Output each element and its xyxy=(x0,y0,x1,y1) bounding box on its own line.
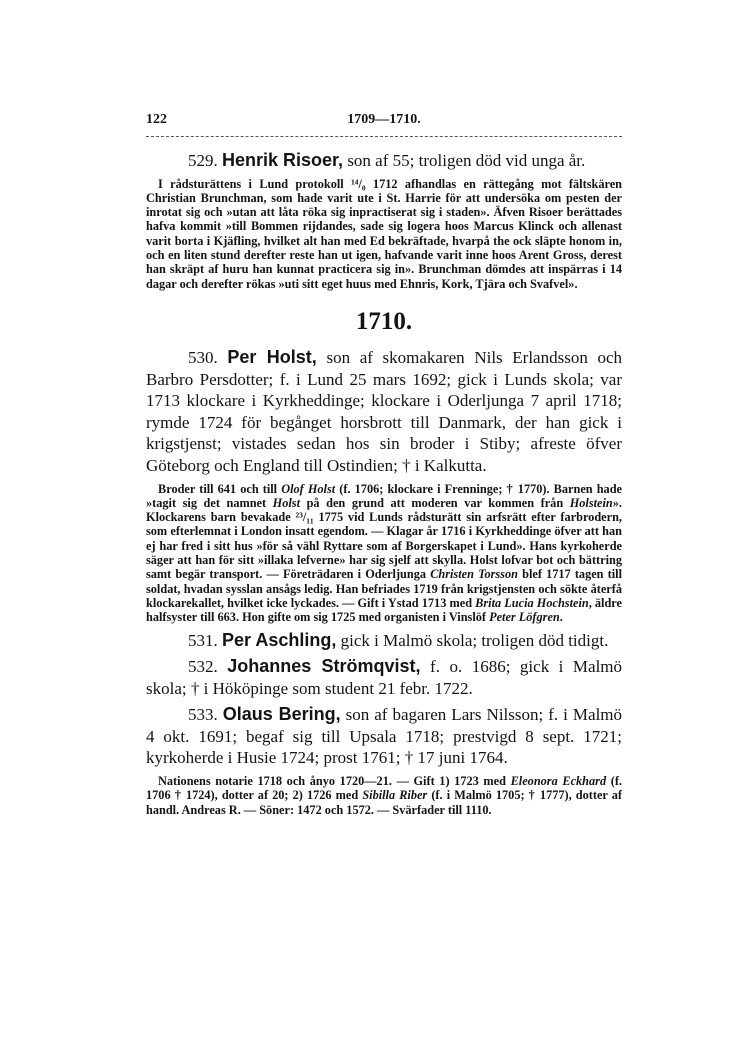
entry-text: son af 55; troligen död vid unga år. xyxy=(347,151,586,170)
entry-name: Olaus Bering, xyxy=(222,704,341,725)
entry-name: Per Holst, xyxy=(227,346,317,367)
entry-name: Per Aschling, xyxy=(222,629,337,650)
year-heading: 1710. xyxy=(355,307,413,335)
entry-533 xyxy=(146,704,622,769)
entry-text: f. o. 1686; gick i Malmö skola; † i Hököpinge som student 21 febr. 1722. xyxy=(146,657,623,698)
entry-number: 533. xyxy=(188,705,218,725)
entry-532 xyxy=(146,656,622,699)
entry-text: gick i Malmö skola; troligen död tidigt. xyxy=(340,630,609,650)
page-body xyxy=(146,150,622,817)
entry-533-note: Nationens notarie 1718 och ånyo 1720—21. — Gift 1) 1723 med Eleonora Eckhard (f. 1706 † 1724), dotter af 20; 2) 1726 med Sibilla Riber (f. i Malmö 1705; † 1777), dotter af handl. Andreas R. — Söner: 1472 och 1572. — Svärfader till 1110. xyxy=(146,774,623,817)
entry-text: son af bagaren Lars Nilsson; f. i Malmö 4 okt. 1691; begaf sig till Upsala 1718; prestvigd 8 sept. 1721; kyrkoherde i Husie 1724; prost 1761; † 17 juni 1764. xyxy=(146,705,623,768)
page-number: 122 xyxy=(146,112,167,127)
header-rule xyxy=(146,136,622,137)
entry-531 xyxy=(146,630,622,652)
entry-number: 532. xyxy=(188,657,218,677)
entry-530 xyxy=(146,347,622,477)
entry-number: 529. xyxy=(188,151,218,170)
running-head: 1709—1710. xyxy=(347,112,421,127)
page-header xyxy=(146,112,622,134)
entry-number: 530. xyxy=(188,347,218,367)
entry-name: Johannes Strömqvist, xyxy=(227,656,421,677)
entry-name: Henrik Risoer, xyxy=(222,150,344,170)
entry-text: son af skomakaren Nils Erlandsson och Barbro Persdotter; f. i Lund 25 mars 1692; gick i Lunds skola; var 1713 klockare i Kyrkheddinge; klockare i Oderljunga 7 april 1718; rymde 1724 för begånget horsbrott till Danmark, der han gick i krigstjenst; vistades sedan hos sin broder i Stiby; afreste öfver Göteborg och England till Ostindien; † i Kalkutta. xyxy=(146,347,623,475)
entry-529 xyxy=(146,150,622,172)
entry-529-note: I rådsturättens i Lund protokoll ¹⁴/₀ 1712 afhandlas en rättegång mot fältskären Christian Brunchman, som hade varit ute i St. Harrie för att undersöka om pesten der inrotat sig och »utan att låta röka sig inpractiserat sig i staden». Äfven Risoer berättades hafva kommit »till Bommen rijdandes, sade sig logera hoos Marcus Klinck och allenast varit borta i Kjäfling, hvilket alt han med Ed bekräftade, hvarpå the ock släpte honom in, och en liten stund derefter reste han ut igen, hafvande varit inne hoos Arent Gross, derest han skräpt af huru han kunnat practicera sig in». Brunchman dömdes att inspärras i 14 dagar och derefter rökas »uti sitt eget huus med Ehnris, Kork, Tjära och Svafvel». xyxy=(146,176,622,291)
entry-number: 531. xyxy=(188,630,218,650)
entry-530-note: Broder till 641 och till Olof Holst (f. 1706; klockare i Frenninge; † 1770). Barnen hade »tagit sig det namnet Holst på den grund att moderen var kommen från Holstein». Klockarens barn bevakade ²³/₁₁ 1775 vid Lunds rådsturätt sin arfsrätt efter farbrodern, som efterlemnat i London insatt egendom. — Klagar år 1716 i Kyrkheddinge öfver att han ej har fred i sitt hus »för så vähl Ryttare som af Borgerskapet i Lund». Hans kyrkoherde säger att han för sitt »illaka lefverne» har sig sjelf att skylla. Holst lofvar bot och bättring samt begär transport. — Företrädaren i Oderljunga Christen Torsson blef 1717 tagen till soldat, hvadan sysslan ansågs ledig. Han befriades 1719 från krigstjensten och sökte återfå klockarekallet, hvilket icke lyckades. — Gift i Ystad 1713 med Brita Lucia Hochstein, äldre halfsyster till 663. Hon gifte om sig 1725 med organisten i Vinslöf Peter Löfgren. xyxy=(146,481,623,625)
